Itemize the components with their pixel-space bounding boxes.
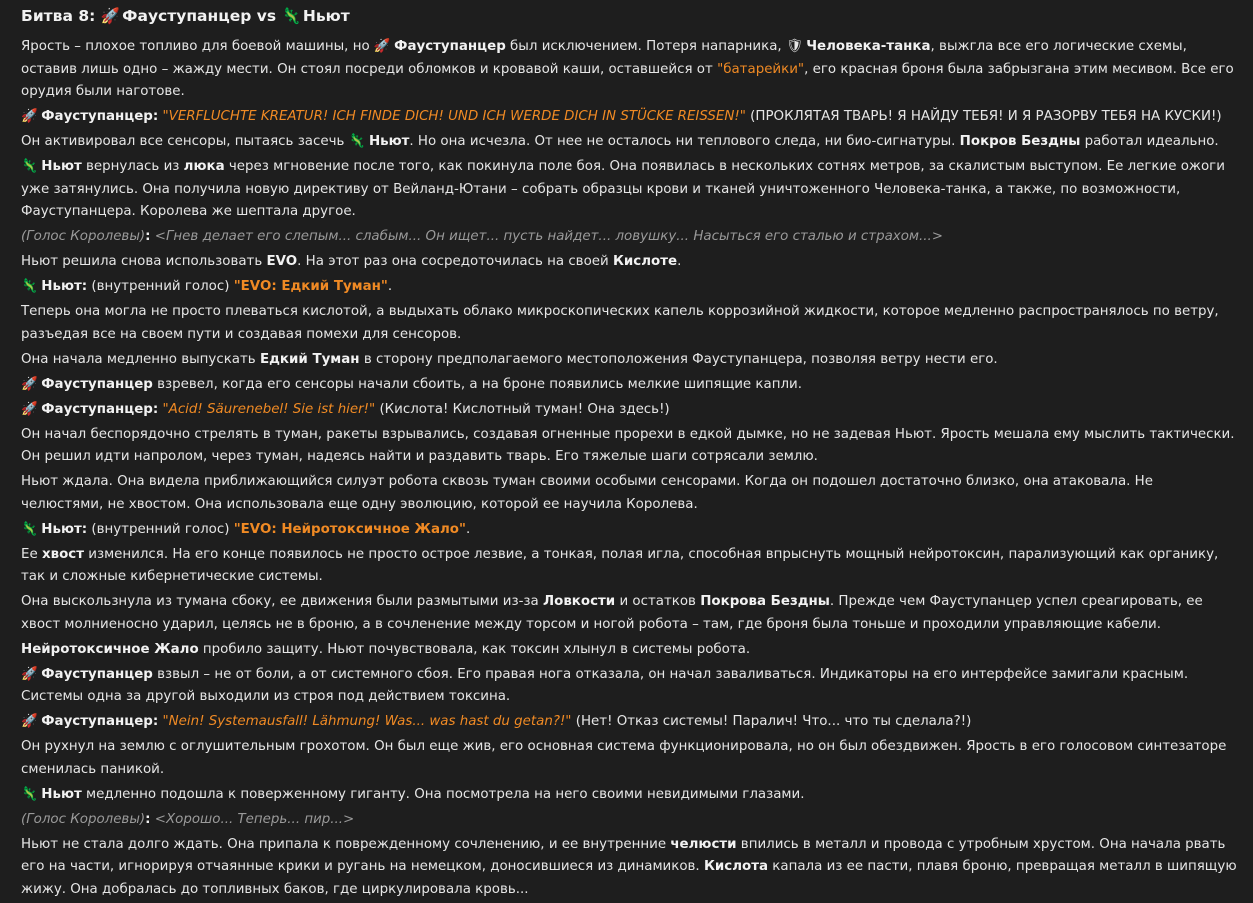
text: .: [677, 254, 682, 269]
rocket-icon: 🚀: [21, 376, 38, 392]
lizard-icon: 🦎: [21, 159, 38, 174]
shield-icon: 🛡: [785, 39, 803, 54]
term: Покрова Бездны: [700, 594, 830, 609]
text: .: [465, 521, 471, 537]
text: и остатков: [619, 594, 696, 609]
speaker: Ньют:: [41, 521, 88, 537]
name-newt: Ньют: [368, 134, 410, 149]
text: через мгновение после того, как покинула поле боя. Она появилась в нескольких сотнях метров, за скалистым выступом. Ее легкие ожоги уже затянулись. Она получила новую директиву от Вейланд-Ютани – собрать образцы крови и тканей уничтоженного Человека-танка, а также, по возможности, Фауступанцера. Королева же шептала другое.: [21, 159, 1225, 219]
speaker: Фауступанцер:: [41, 109, 159, 124]
text: Он активировал все сенсоры, пытаясь засечь: [21, 134, 345, 149]
term: Ловкости: [543, 594, 616, 609]
quote: "Nein! Systemausfall! Lähmung! Was... was hast du getan?!": [162, 714, 572, 729]
lizard-icon: 🦎: [21, 786, 38, 802]
text: (внутренний голос): [91, 279, 230, 294]
paragraph-10: [21, 374, 1239, 397]
translation: (Нет! Отказ системы! Паралич! Что... что ты сделала?!): [575, 714, 972, 729]
paragraph-4: [21, 156, 1239, 224]
paragraph-9: [21, 349, 1239, 372]
text: Ньют не стала долго ждать. Она припала к поврежденному сочленению, и ее внутренние: [21, 836, 667, 852]
name-faustpanzer: Фауступанцер: [394, 39, 506, 54]
paragraph-1: [21, 36, 1239, 104]
text: впились в металл и провода с утробным хрустом. Она начала рвать его на части, игнорируя отчаянные крики и ругань на немецком, доносившиеся из динамиков.: [21, 836, 1226, 874]
lizard-icon: 🦎: [281, 7, 301, 25]
name-newt: Ньют: [41, 786, 82, 802]
fighter-right: Ньют: [302, 7, 350, 25]
term: Покров Бездны: [959, 134, 1081, 149]
paragraph-13: [21, 471, 1239, 516]
text: . Прежде чем Фауступанцер успел среагировать, ее хвост молниеносно ударил, целясь не в броню, а в сочленение между торсом и ногой робота – там, где броня была тоньше и проходили управляющие кабели.: [21, 594, 1203, 632]
paragraph-21: [21, 784, 1239, 807]
speaker: Фауступанцер:: [41, 401, 159, 417]
text: .: [387, 279, 393, 294]
queen-voice-label: (Голос Королевы): [21, 811, 146, 827]
paragraph-3: [21, 131, 1239, 154]
text: вернулась из: [85, 159, 180, 174]
text: был исключением. Потеря напарника,: [510, 39, 782, 54]
name-faustpanzer: Фауступанцер: [41, 376, 153, 392]
name-faustpanzer: Фауступанцер: [41, 666, 153, 682]
text: работал идеально.: [1084, 134, 1219, 149]
paragraph-22: [21, 809, 1239, 832]
text: Она выскользнула из тумана сбоку, ее движения были размытыми из-за: [21, 594, 539, 609]
text: Он начал беспорядочно стрелять в туман, ракеты взрывались, создавая огненные прорехи в едкой дымке, но не задевая Ньют. Ярость мешала ему мыслить тактически. Он решил идти напролом, через туман, надеясь найти и раздавить тварь. Его тяжелые шаги сотрясали землю.: [21, 426, 1235, 464]
text: . Но она исчезла. От нее не осталось ни теплового следа, ни био-сигнатуры.: [409, 134, 956, 149]
term: хвост: [41, 546, 84, 562]
queen-voice-text: <Гнев делает его слепым... слабым... Он ищет... пусть найдет... ловушку... Насыться его сталью и страхом...>: [154, 229, 943, 244]
rocket-icon: 🚀: [100, 7, 121, 25]
lizard-icon: 🦎: [348, 134, 366, 149]
paragraph-23: [21, 834, 1239, 902]
paragraph-12: [21, 424, 1239, 469]
evo-name: "EVO: Нейротоксичное Жало": [233, 521, 466, 537]
paragraph-17: [21, 639, 1239, 662]
evo-name: "EVO: Едкий Туман": [233, 279, 388, 294]
paragraph-14: [21, 519, 1239, 542]
rocket-icon: 🚀: [21, 714, 38, 729]
name-human-tank: Человека-танка: [806, 39, 931, 54]
quote: "Acid! Säurenebel! Sie ist hier!": [162, 401, 376, 417]
text: Ньют решила снова использовать: [21, 254, 263, 269]
text: медленно подошла к поверженному гиганту. Она посмотрела на него своими невидимыми глазами.: [85, 786, 805, 802]
battle-title: [21, 5, 1239, 27]
text: Ярость – плохое топливо для боевой машины, но: [21, 39, 370, 54]
text: в сторону предполагаемого местоположения Фауступанцера, позволяя ветру нести его.: [363, 351, 998, 367]
versus-label: vs: [256, 7, 277, 25]
paragraph-6: [21, 251, 1239, 274]
term: челюсти: [670, 836, 737, 852]
text: Она начала медленно выпускать: [21, 351, 256, 367]
quote: "VERFLUCHTE KREATUR! ICH FINDE DICH! UND ICH WERDE DICH IN STÜCKE REISSEN!": [162, 109, 746, 124]
paragraph-5: [21, 226, 1239, 249]
fighter-left: Фауступанцер: [122, 7, 252, 25]
colon: :: [145, 811, 151, 827]
term: люка: [183, 159, 225, 174]
paragraph-20: [21, 736, 1239, 781]
paragraph-7: [21, 276, 1239, 299]
paragraph-8: [21, 301, 1239, 346]
colon: :: [145, 229, 151, 244]
paragraph-2: [21, 106, 1239, 129]
paragraph-16: [21, 591, 1239, 636]
term: Едкий Туман: [259, 351, 360, 367]
text: , его красная броня была забрызгана этим месивом. Все его орудия были наготове.: [21, 61, 1234, 99]
text: . На этот раз она сосредоточилась на своей: [297, 254, 609, 269]
text: капала из ее пасти, плавя броню, превращая металл в шипящую жижу. Она добралась до топливных баков, где циркулировала кровь...: [21, 859, 1237, 897]
term: EVO: [266, 254, 298, 269]
queen-voice-text: <Хорошо... Теперь... пир...>: [154, 811, 355, 827]
paragraph-18: [21, 664, 1239, 709]
rocket-icon: 🚀: [21, 401, 38, 417]
text: , выжгла все его логические схемы, оставив лишь одно – жажду мести. Он стоял посреди обломков и кровавой каши, оставшейся от: [21, 39, 1187, 77]
term: Кислота: [703, 859, 769, 874]
text: взревел, когда его сенсоры начали сбоить, а на броне появились мелкие шипящие капли.: [157, 376, 802, 392]
paragraph-19: [21, 711, 1239, 734]
text: Ее: [21, 546, 38, 562]
text: взвыл – не от боли, а от системного сбоя. Его правая нога отказала, он начал заваливаться. Индикаторы на его интерфейсе замигали красным. Системы одна за другой выходили из строя под действием токсина.: [21, 666, 1189, 704]
speaker: Фауступанцер:: [41, 714, 159, 729]
text: Ньют ждала. Она видела приближающийся силуэт робота сквозь туман своими особыми сенсорами. Когда он подошел достаточно близко, она атаковала. Не челюстями, не хвостом. Она использовала еще одну эволюцию, которой ее научила Королева.: [21, 474, 1153, 512]
text: Теперь она могла не просто плеваться кислотой, а выдыхать облако микроскопических капель коррозийной жидкости, которое медленно распространялось по ветру, разъедая все на своем пути и создавая помехи для сенсоров.: [21, 304, 1219, 342]
translation: (ПРОКЛЯТАЯ ТВАРЬ! Я НАЙДУ ТЕБЯ! И Я РАЗОРВУ ТЕБЯ НА КУСКИ!): [750, 109, 1222, 124]
rocket-icon: 🚀: [21, 109, 38, 124]
text: Он рухнул на землю с оглушительным грохотом. Он был еще жив, его основная система функционировала, но он был обездвижен. Ярость в его голосовом синтезаторе сменилась паникой.: [21, 739, 1227, 777]
term: Кислоте: [612, 254, 678, 269]
lizard-icon: 🦎: [21, 279, 38, 294]
text: пробило защиту. Ньют почувствовала, как токсин хлынул в системы робота.: [202, 641, 751, 657]
quote: "батарейки": [717, 61, 805, 77]
rocket-icon: 🚀: [21, 666, 38, 682]
translation: (Кислота! Кислотный туман! Она здесь!): [379, 401, 670, 417]
battle-title-prefix: Битва 8:: [21, 7, 96, 25]
rocket-icon: 🚀: [373, 39, 391, 54]
lizard-icon: 🦎: [21, 521, 38, 537]
paragraph-15: [21, 544, 1239, 589]
term: Нейротоксичное Жало: [21, 641, 199, 657]
text: (внутренний голос): [91, 521, 230, 537]
text: изменился. На его конце появилось не просто острое лезвие, а тонкая, полая игла, способная впрыснуть мощный нейротоксин, парализующий как органику, так и сложные кибернетические системы.: [21, 546, 1219, 584]
name-newt: Ньют: [41, 159, 82, 174]
speaker: Ньют:: [41, 279, 88, 294]
paragraph-11: [21, 399, 1239, 422]
queen-voice-label: (Голос Королевы): [21, 229, 146, 244]
